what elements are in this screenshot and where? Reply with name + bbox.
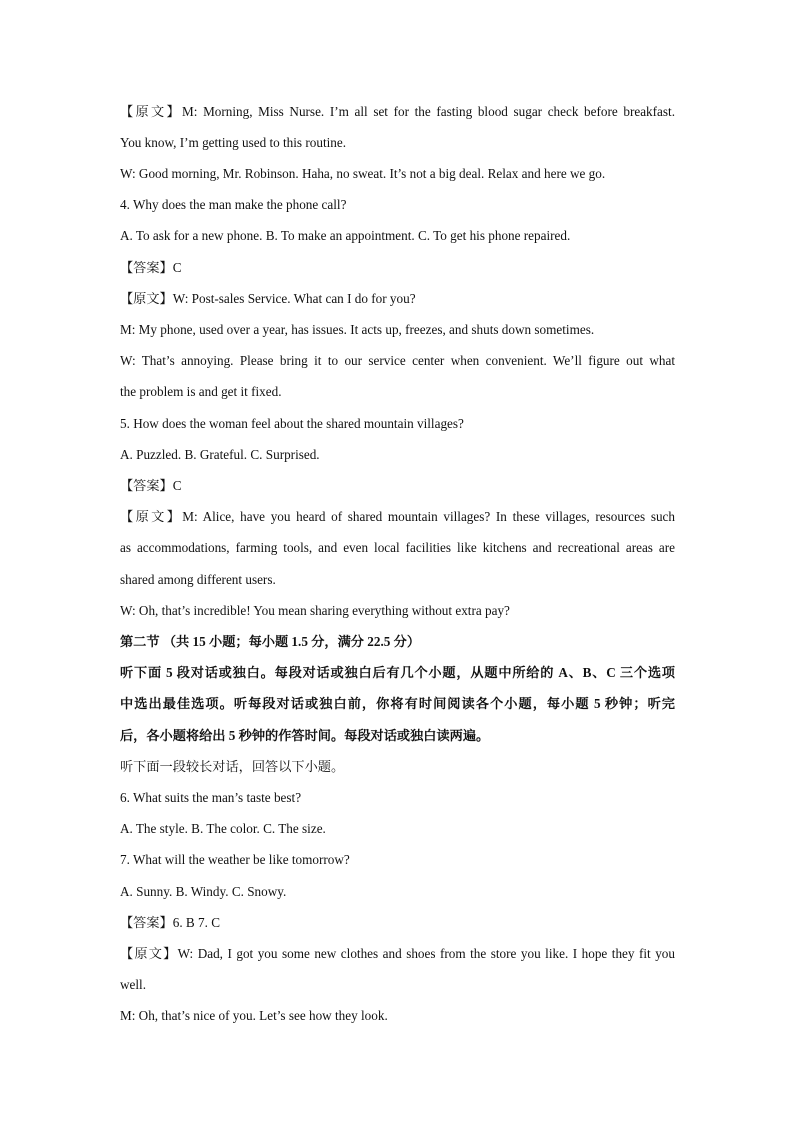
transcript-4-line-2: M: My phone, used over a year, has issues. It acts up, freezes, and shuts down sometimes. <box>120 322 595 337</box>
transcript-5-line-3: shared among different users. <box>120 572 276 587</box>
question-5: 5. How does the woman feel about the shared mountain villages? <box>120 416 464 431</box>
transcript-5-line-2: as accommodations, farming tools, and even local facilities like kitchens and recreational areas are <box>120 540 675 555</box>
answer-6-7: 【答案】6. B 7. C <box>120 915 221 930</box>
transcript-6-line-1: 【原文】W: Dad, I got you some new clothes and shoes from the store you like. I hope they fit you <box>120 946 675 961</box>
instructions-line-3: 后，各小题将给出 5 秒钟的作答时间。每段对话或独白读两遍。 <box>120 728 490 743</box>
question-5-options: A. Puzzled. B. Grateful. C. Surprised. <box>120 447 320 462</box>
question-7: 7. What will the weather be like tomorrow? <box>120 852 350 867</box>
transcript-5-line-4: W: Oh, that’s incredible! You mean sharing everything without extra pay? <box>120 603 510 618</box>
transcript-6-line-2: well. <box>120 977 147 992</box>
transcript-6-line-3: M: Oh, that’s nice of you. Let’s see how they look. <box>120 1008 388 1023</box>
transcript-5-line-1: 【原文】M: Alice, have you heard of shared mountain villages? In these villages, resources such <box>120 509 675 524</box>
transcript-3-line-3: W: Good morning, Mr. Robinson. Haha, no sweat. It’s not a big deal. Relax and here we go. <box>120 166 606 181</box>
question-4-options: A. To ask for a new phone. B. To make an appointment. C. To get his phone repaired. <box>120 228 571 243</box>
answer-4: 【答案】C <box>120 260 182 275</box>
question-6: 6. What suits the man’s taste best? <box>120 790 302 805</box>
transcript-4-line-4: the problem is and get it fixed. <box>120 384 282 399</box>
transcript-3-line-1: 【原文】M: Morning, Miss Nurse. I’m all set for the fasting blood sugar check before breakfast. <box>120 104 675 119</box>
section-heading: 第二节 （共 15 小题；每小题 1.5 分，满分 22.5 分） <box>120 634 421 649</box>
answer-5: 【答案】C <box>120 478 182 493</box>
transcript-4-line-3: W: That’s annoying. Please bring it to our service center when convenient. We’ll figure out what <box>120 353 675 368</box>
listening-prompt: 听下面一段较长对话，回答以下小题。 <box>120 759 345 774</box>
transcript-3-line-2: You know, I’m getting used to this routine. <box>120 135 347 150</box>
instructions-line-2: 中选出最佳选项。听每段对话或独白前，你将有时间阅读各个小题，每小题 5 秒钟；听完 <box>120 696 675 711</box>
question-7-options: A. Sunny. B. Windy. C. Snowy. <box>120 884 287 899</box>
question-6-options: A. The style. B. The color. C. The size. <box>120 821 326 836</box>
question-4: 4. Why does the man make the phone call? <box>120 197 347 212</box>
instructions-line-1: 听下面 5 段对话或独白。每段对话或独白后有几个小题，从题中所给的 A、B、C 三个选项 <box>120 665 675 680</box>
transcript-4-line-1: 【原文】W: Post-sales Service. What can I do for you? <box>120 291 416 306</box>
